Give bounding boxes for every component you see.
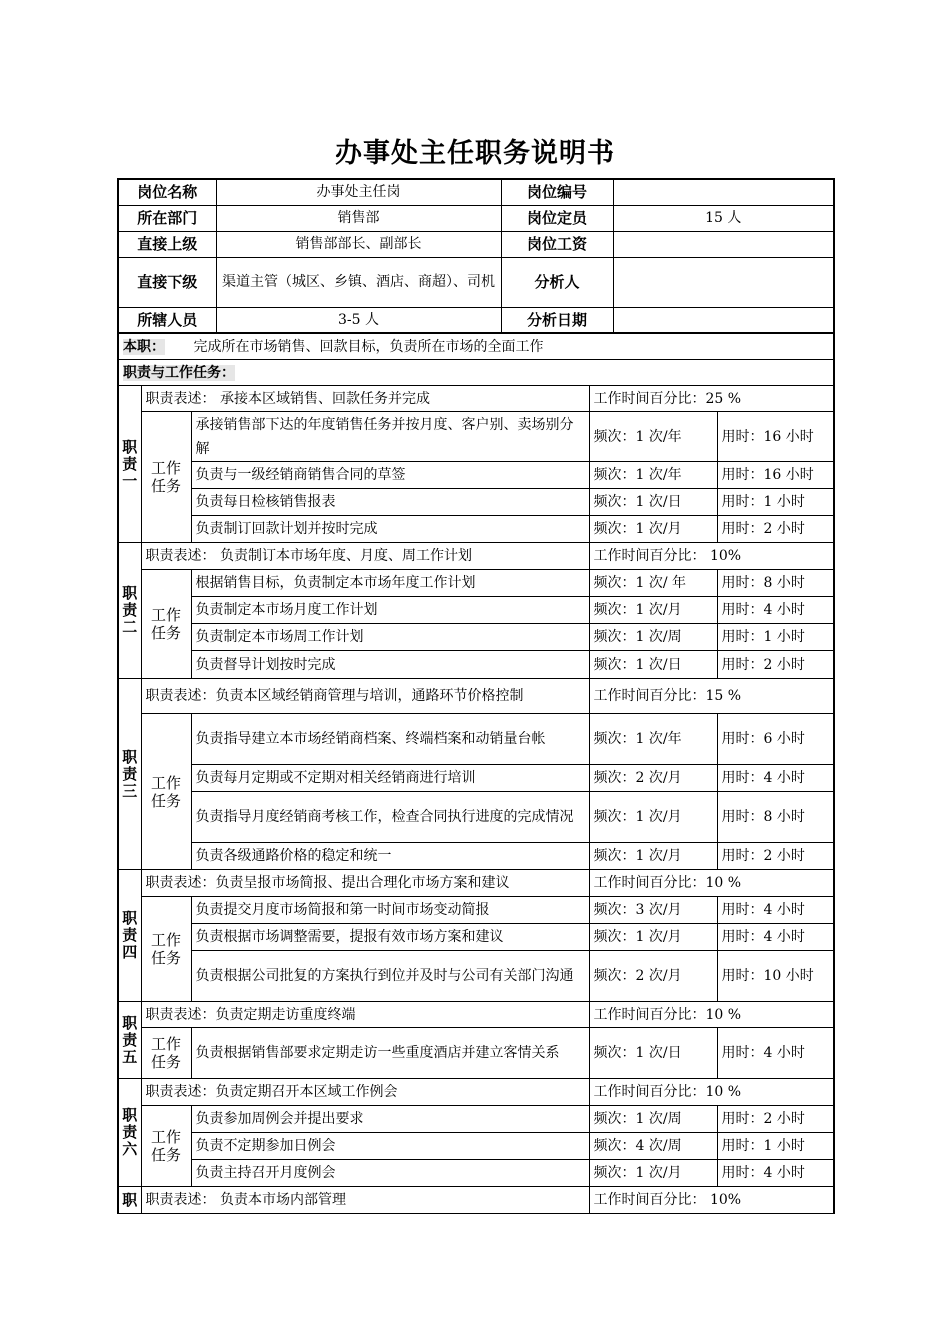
task-description: 负责制定本市场周工作计划 xyxy=(191,624,589,651)
task-frequency: 频次：3 次/月 xyxy=(589,897,717,924)
time-percentage: 工作时间百分比：25 % xyxy=(589,386,834,412)
task-frequency: 频次：1 次/日 xyxy=(589,651,717,679)
core-text: 完成所在市场销售、回款目标，负责所在市场的全面工作 xyxy=(193,338,544,355)
duty-label xyxy=(118,386,141,543)
duty-statement-last: 职责表述： 负责本市场内部管理 xyxy=(141,1187,589,1214)
duty-label-char: 责 xyxy=(122,1123,138,1141)
salary-value xyxy=(613,231,834,257)
task-frequency: 频次：4 次/周 xyxy=(589,1133,717,1160)
duty-label-char: 职 xyxy=(122,584,138,602)
work-task-label-line: 工作 xyxy=(150,459,181,477)
time-percentage: 工作时间百分比： 10% xyxy=(589,543,834,570)
task-time: 用时：1 小时 xyxy=(717,489,834,516)
duty-label-char: 职 xyxy=(122,909,138,927)
quota-value: 15 人 xyxy=(613,205,834,231)
analyst-value xyxy=(613,257,834,307)
duty-label-char: 三 xyxy=(122,781,138,800)
analyst-label: 分析人 xyxy=(501,257,613,307)
work-task-label xyxy=(141,1106,191,1187)
task-description: 负责不定期参加日例会 xyxy=(191,1133,589,1160)
task-description: 根据销售目标，负责制定本市场年度工作计划 xyxy=(191,570,589,597)
task-frequency: 频次：1 次/ 年 xyxy=(589,570,717,597)
post-name-label: 岗位名称 xyxy=(118,179,216,205)
task-description: 负责指导建立本市场经销商档案、终端档案和动销量台帐 xyxy=(191,714,589,765)
duty-label-char: 五 xyxy=(122,1047,138,1066)
duty-label-char: 职 xyxy=(122,437,138,456)
task-time: 用时：4 小时 xyxy=(717,1160,834,1187)
duty-statement: 职责表述： 承接本区域销售、回款任务并完成 xyxy=(141,386,589,412)
task-time: 用时：2 小时 xyxy=(717,1106,834,1133)
staff-value: 3-5 人 xyxy=(216,307,501,333)
task-frequency: 频次：1 次/周 xyxy=(589,1106,717,1133)
page-title: 办事处主任职务说明书 xyxy=(335,138,615,169)
subordinate-label: 直接下级 xyxy=(118,257,216,307)
work-task-label-line: 工作 xyxy=(150,1035,181,1053)
post-no-label: 岗位编号 xyxy=(501,179,613,205)
task-time: 用时：4 小时 xyxy=(717,597,834,624)
duty-label xyxy=(118,543,141,679)
duty-label-last: 职 xyxy=(118,1187,141,1214)
duty-statement: 职责表述：负责本区域经销商管理与培训，通路环节价格控制 xyxy=(141,679,589,714)
superior-value: 销售部部长、副部长 xyxy=(216,231,501,257)
time-percentage-last: 工作时间百分比： 10% xyxy=(589,1187,834,1214)
duty-label-char: 责 xyxy=(122,601,138,619)
duty-label-char: 职 xyxy=(122,747,138,766)
core-row xyxy=(118,334,834,360)
work-task-label xyxy=(141,570,191,679)
duty-label-char: 责 xyxy=(122,454,138,473)
staff-label: 所辖人员 xyxy=(118,307,216,333)
task-frequency: 频次：1 次/年 xyxy=(589,714,717,765)
duty-label xyxy=(118,870,141,1002)
task-description: 负责主持召开月度例会 xyxy=(191,1160,589,1187)
work-task-label-line: 任务 xyxy=(150,477,181,495)
duty-label xyxy=(118,679,141,870)
time-percentage: 工作时间百分比：15 % xyxy=(589,679,834,714)
work-task-label xyxy=(141,412,191,543)
duty-label-char: 责 xyxy=(122,926,138,944)
duty-label-char: 职 xyxy=(122,1106,138,1124)
duty-statement: 职责表述：负责呈报市场简报、提出合理化市场方案和建议 xyxy=(141,870,589,897)
task-frequency: 频次：1 次/月 xyxy=(589,516,717,543)
duty-statement: 职责表述： 负责制订本市场年度、月度、周工作计划 xyxy=(141,543,589,570)
task-description: 负责督导计划按时完成 xyxy=(191,651,589,679)
task-time: 用时：16 小时 xyxy=(717,462,834,489)
duty-label xyxy=(118,1002,141,1079)
task-time: 用时：4 小时 xyxy=(717,897,834,924)
work-task-label xyxy=(141,714,191,870)
core-label: 本职： xyxy=(123,338,165,355)
time-percentage: 工作时间百分比：10 % xyxy=(589,1002,834,1028)
task-time: 用时：1 小时 xyxy=(717,1133,834,1160)
dept-label: 所在部门 xyxy=(118,205,216,231)
task-frequency: 频次：1 次/月 xyxy=(589,924,717,951)
work-task-label-line: 工作 xyxy=(150,606,181,624)
salary-label: 岗位工资 xyxy=(501,231,613,257)
duty-label-char: 四 xyxy=(122,943,138,961)
duty-statement: 职责表述：负责定期走访重度终端 xyxy=(141,1002,589,1028)
task-frequency: 频次：2 次/月 xyxy=(589,765,717,792)
duty-label-char: 责 xyxy=(122,764,138,783)
duties-header-row xyxy=(118,360,834,386)
duty-label xyxy=(118,1079,141,1187)
work-task-label-line: 任务 xyxy=(150,624,181,642)
task-description: 负责参加周例会并提出要求 xyxy=(191,1106,589,1133)
work-task-label-line: 任务 xyxy=(150,1053,181,1071)
task-time: 用时：16 小时 xyxy=(717,412,834,462)
work-task-label-line: 任务 xyxy=(150,791,181,810)
task-description: 负责与一级经销商销售合同的草签 xyxy=(191,462,589,489)
task-frequency: 频次：1 次/日 xyxy=(589,1028,717,1079)
task-frequency: 频次：1 次/年 xyxy=(589,462,717,489)
task-description: 负责提交月度市场简报和第一时间市场变动简报 xyxy=(191,897,589,924)
task-description: 承接销售部下达的年度销售任务并按月度、客户别、卖场别分解 xyxy=(191,412,589,462)
subordinate-value: 渠道主管（城区、乡镇、酒店、商超）、司机 xyxy=(216,257,501,307)
task-frequency: 频次：1 次/日 xyxy=(589,489,717,516)
task-description: 负责指导月度经销商考核工作，检查合同执行进度的完成情况 xyxy=(191,792,589,843)
work-task-label-line: 任务 xyxy=(150,949,181,967)
work-task-label-line: 工作 xyxy=(150,1128,181,1146)
task-description: 负责制定本市场月度工作计划 xyxy=(191,597,589,624)
duty-label-char: 责 xyxy=(122,1030,138,1049)
task-time: 用时：4 小时 xyxy=(717,765,834,792)
task-time: 用时：1 小时 xyxy=(717,624,834,651)
duty-statement: 职责表述：负责定期召开本区域工作例会 xyxy=(141,1079,589,1106)
duties-header: 职责与工作任务： xyxy=(123,364,235,381)
time-percentage: 工作时间百分比：10 % xyxy=(589,870,834,897)
task-time: 用时：2 小时 xyxy=(717,843,834,870)
task-frequency: 频次：1 次/周 xyxy=(589,624,717,651)
task-time: 用时：6 小时 xyxy=(717,714,834,765)
superior-label: 直接上级 xyxy=(118,231,216,257)
task-time: 用时：8 小时 xyxy=(717,570,834,597)
post-no-value xyxy=(613,179,834,205)
duty-label-char: 职 xyxy=(122,1013,138,1032)
task-description: 负责根据市场调整需要，提报有效市场方案和建议 xyxy=(191,924,589,951)
task-frequency: 频次：1 次/月 xyxy=(589,1160,717,1187)
task-time: 用时：8 小时 xyxy=(717,792,834,843)
duty-label-char: 六 xyxy=(122,1140,138,1158)
post-info-table xyxy=(117,178,835,334)
duty-label-char: 二 xyxy=(122,618,138,636)
task-description: 负责制订回款计划并按时完成 xyxy=(191,516,589,543)
task-time: 用时：2 小时 xyxy=(717,651,834,679)
task-description: 负责每日检核销售报表 xyxy=(191,489,589,516)
task-description: 负责每月定期或不定期对相关经销商进行培训 xyxy=(191,765,589,792)
dept-value: 销售部 xyxy=(216,205,501,231)
time-percentage: 工作时间百分比：10 % xyxy=(589,1079,834,1106)
task-frequency: 频次：1 次/年 xyxy=(589,412,717,462)
date-value xyxy=(613,307,834,333)
task-frequency: 频次：1 次/月 xyxy=(589,792,717,843)
post-name-value: 办事处主任岗 xyxy=(216,179,501,205)
task-frequency: 频次：1 次/月 xyxy=(589,597,717,624)
work-task-label-line: 工作 xyxy=(150,773,181,792)
work-task-label-line: 工作 xyxy=(150,931,181,949)
duty-table xyxy=(117,333,835,1214)
work-task-label-line: 任务 xyxy=(150,1146,181,1164)
task-frequency: 频次：1 次/月 xyxy=(589,843,717,870)
work-task-label xyxy=(141,1028,191,1079)
task-description: 负责根据公司批复的方案执行到位并及时与公司有关部门沟通 xyxy=(191,951,589,1002)
task-time: 用时：4 小时 xyxy=(717,924,834,951)
task-time: 用时：4 小时 xyxy=(717,1028,834,1079)
quota-label: 岗位定员 xyxy=(501,205,613,231)
work-task-label xyxy=(141,897,191,1002)
task-frequency: 频次：2 次/月 xyxy=(589,951,717,1002)
task-description: 负责根据销售部要求定期走访一些重度酒店并建立客情关系 xyxy=(191,1028,589,1079)
date-label: 分析日期 xyxy=(501,307,613,333)
task-description: 负责各级通路价格的稳定和统一 xyxy=(191,843,589,870)
duty-label-char: 一 xyxy=(122,471,138,490)
task-time: 用时：2 小时 xyxy=(717,516,834,543)
task-time: 用时：10 小时 xyxy=(717,951,834,1002)
